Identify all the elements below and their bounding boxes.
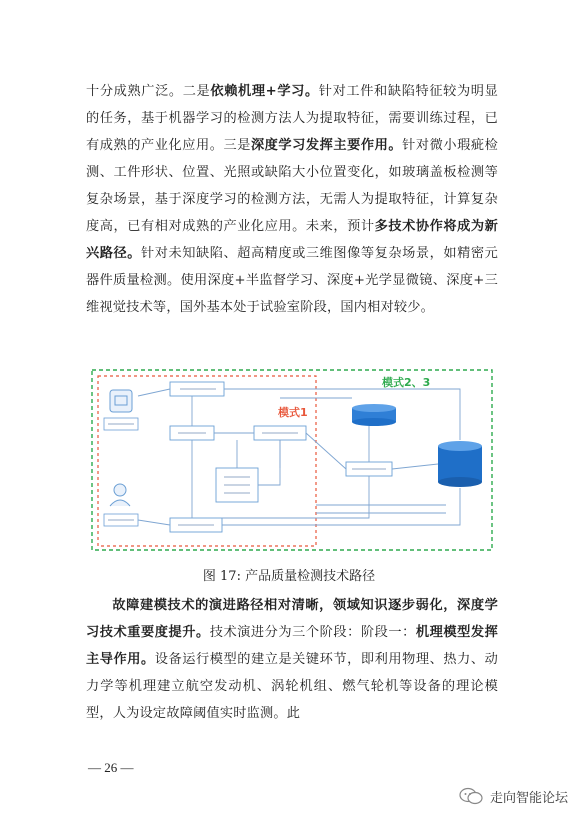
figure-caption: 图 17: 产品质量检测技术路径 bbox=[202, 569, 376, 584]
bold-phrase: 深度学习发挥主要作用。 bbox=[250, 138, 403, 153]
bold-phrase: 机理模型发挥主导作用。 bbox=[86, 625, 498, 667]
mode23-label: 模式2、3 bbox=[382, 376, 431, 389]
bold-phrase: 故障建模技术的演进路径相对清晰，领域知识逐步弱化，深度学习技术重要度提升。 bbox=[86, 598, 498, 640]
text-span: 技术演进分为三个阶段：阶段一： bbox=[209, 625, 416, 640]
bold-phrase: 依赖机理+学习。 bbox=[210, 84, 319, 99]
body-paragraph-2 bbox=[86, 592, 498, 727]
text-span: 针对未知缺陷、超高精度或三维图像等复杂场景，如精密元器件质量检测。使用深度+半监督学习、深度+光学显微镜、深度+三维视觉技术等，国外基本处于试验室阶段，国内相对较少。 bbox=[86, 246, 498, 315]
wechat-icon bbox=[458, 787, 484, 805]
page-number: — 26 — bbox=[88, 760, 134, 775]
quality-inspection-diagram bbox=[90, 368, 496, 554]
body-paragraph-1 bbox=[86, 78, 498, 321]
database-icon bbox=[438, 441, 482, 487]
bold-phrase: 多技术协作将成为新兴路径。 bbox=[86, 219, 498, 261]
text-span: 设备运行模型的建立是关键环节，即利用物理、热力、动力学等机理建立航空发动机、涡轮机组、燃气轮机等设备的理论模型，人为设定故障阈值实时监测。此 bbox=[86, 652, 499, 721]
mode1-label: 模式1 bbox=[278, 406, 308, 419]
text-span: 针对微小瑕疵检测、工件形状、位置、光照或缺陷大小位置变化，如玻璃盖板检测等复杂场景，基于深度学习的检测方法，无需人为提取特征，计算复杂度高，已有相对成熟的产业化应用。未来，预计 bbox=[86, 138, 498, 234]
watermark bbox=[458, 784, 568, 808]
text-span: 针对工件和缺陷特征较为明显的任务，基于机器学习的检测方法人为提取特征，需要训练过程，已有成熟的产业化应用。三是 bbox=[86, 84, 498, 153]
mode23-frame bbox=[92, 370, 492, 550]
watermark-text: 走向智能论坛 bbox=[489, 790, 568, 806]
text-span: 十分成熟广泛。二是 bbox=[86, 84, 211, 99]
database-icon bbox=[352, 404, 396, 426]
